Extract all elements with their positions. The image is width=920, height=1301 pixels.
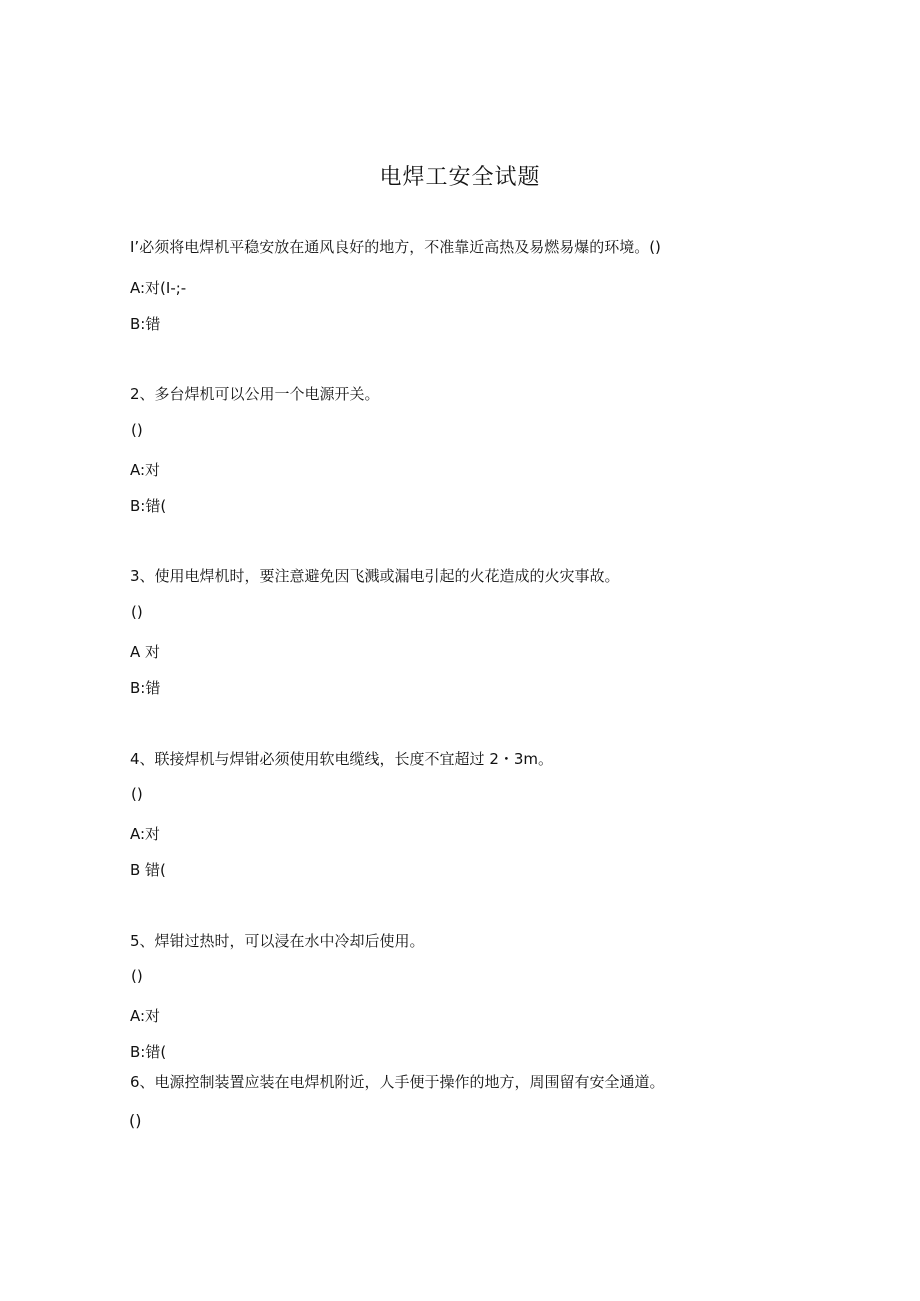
question-2-answer-blank: () [131,421,143,439]
question-2-option-a: A:对 [130,461,161,479]
question-4-answer-blank: () [131,785,143,803]
question-1-option-a: A:对(I-;- [130,279,187,297]
question-1-option-b: B:错 [130,315,161,333]
question-2-option-b: B:错( [130,497,167,515]
question-6-stem: 6、电源控制装置应装在电焊机附近，人手便于操作的地方，周围留有安全通道。 [130,1073,665,1091]
question-4-option-b: B 错( [130,861,166,879]
question-3-option-a: A 对 [130,643,161,661]
question-6-answer-blank: () [129,1111,142,1130]
question-5-option-b: B:错( [130,1043,167,1061]
question-5-option-a: A:对 [130,1007,161,1025]
question-3-answer-blank: () [131,603,143,621]
question-3-option-b: B:错 [130,679,161,697]
document-title: 电焊工安全试题 [379,165,541,190]
question-2-stem: 2、多台焊机可以公用一个电源开关。 [130,385,380,403]
question-5-answer-blank: () [131,967,143,985]
question-4-stem: 4、联接焊机与焊钳必须使用软电缆线，长度不宜超过 2・3m。 [130,750,554,768]
question-4-option-a: A:对 [130,825,161,843]
question-1-stem: I’必须将电焊机平稳安放在通风良好的地方，不准靠近高热及易燃易爆的环境。() [130,238,661,256]
question-3-stem: 3、使用电焊机时，要注意避免因飞溅或漏电引起的火花造成的火灾事故。 [130,567,620,585]
question-5-stem: 5、焊钳过热时，可以浸在水中冷却后使用。 [130,932,425,950]
